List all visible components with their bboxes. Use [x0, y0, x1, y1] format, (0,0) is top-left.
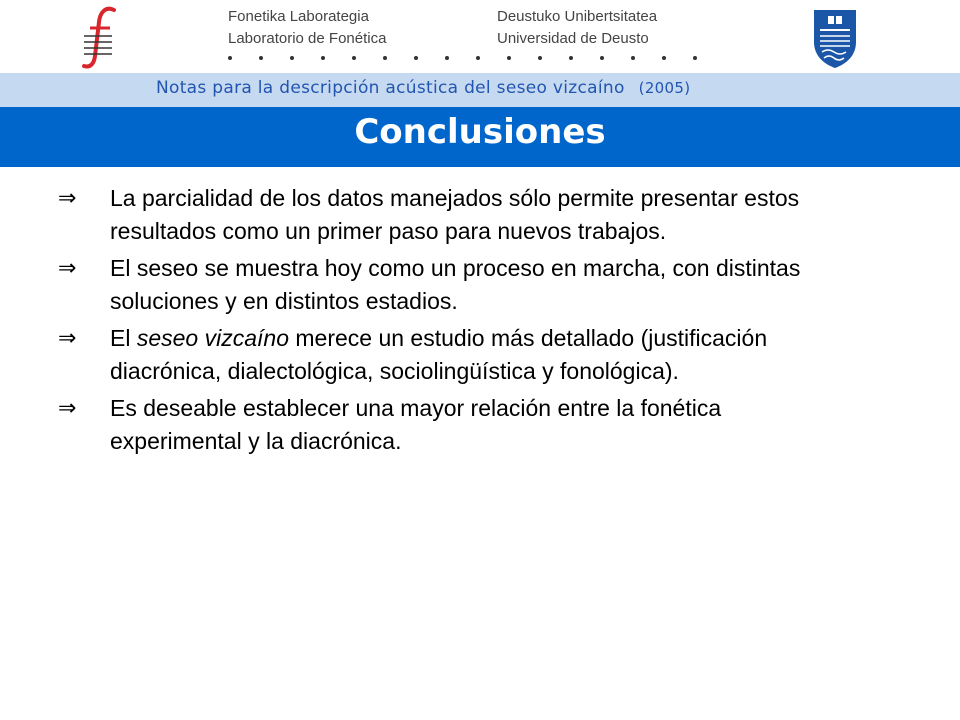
list-item-text-before: El: [110, 325, 137, 351]
header: [0, 0, 960, 72]
list-item-text: La parcialidad de los datos manejados sólo permite presentar estos resultados como un primer paso para nuevos trabajos.: [110, 185, 800, 244]
list-item-text: Es deseable establecer una mayor relación entre la fonética experimental y la diacrónica.: [110, 395, 722, 454]
list-item-emphasis: seseo vizcaíno: [136, 325, 289, 351]
subtitle-text: Notas para la descripción acústica del seseo vizcaíno: [156, 78, 625, 98]
list-item-text: El seseo se muestra hoy como un proceso en marcha, con distintas soluciones y en distintos estadios.: [110, 255, 801, 314]
conclusions-list: [58, 182, 858, 462]
double-arrow-icon: ⇒: [58, 396, 77, 421]
dotted-divider: [218, 52, 718, 64]
university-name-spanish: Universidad de Deusto: [497, 30, 649, 47]
list-item-text: [110, 322, 858, 388]
university-name-basque: Deustuko Unibertsitatea: [497, 8, 658, 25]
phonetics-lab-logo-icon: [80, 6, 122, 70]
subtitle-year: (2005): [638, 79, 691, 97]
double-arrow-icon: ⇒: [58, 256, 77, 281]
list-item: [58, 252, 858, 318]
list-item: [58, 392, 858, 458]
lab-name-basque: Fonetika Laborategia: [228, 8, 369, 25]
list-item-text-after: merece un estudio más detallado (justificación diacrónica, dialectológica, sociolingüística y fonológica).: [110, 325, 768, 384]
page-title: Conclusiones: [354, 112, 606, 152]
list-item: [58, 182, 858, 248]
double-arrow-icon: ⇒: [58, 326, 77, 351]
double-arrow-icon: ⇒: [58, 186, 77, 211]
presentation-subtitle: [156, 78, 690, 98]
list-item: [58, 322, 858, 388]
lab-name-spanish: Laboratorio de Fonética: [228, 30, 387, 47]
university-shield-icon: [812, 8, 858, 70]
